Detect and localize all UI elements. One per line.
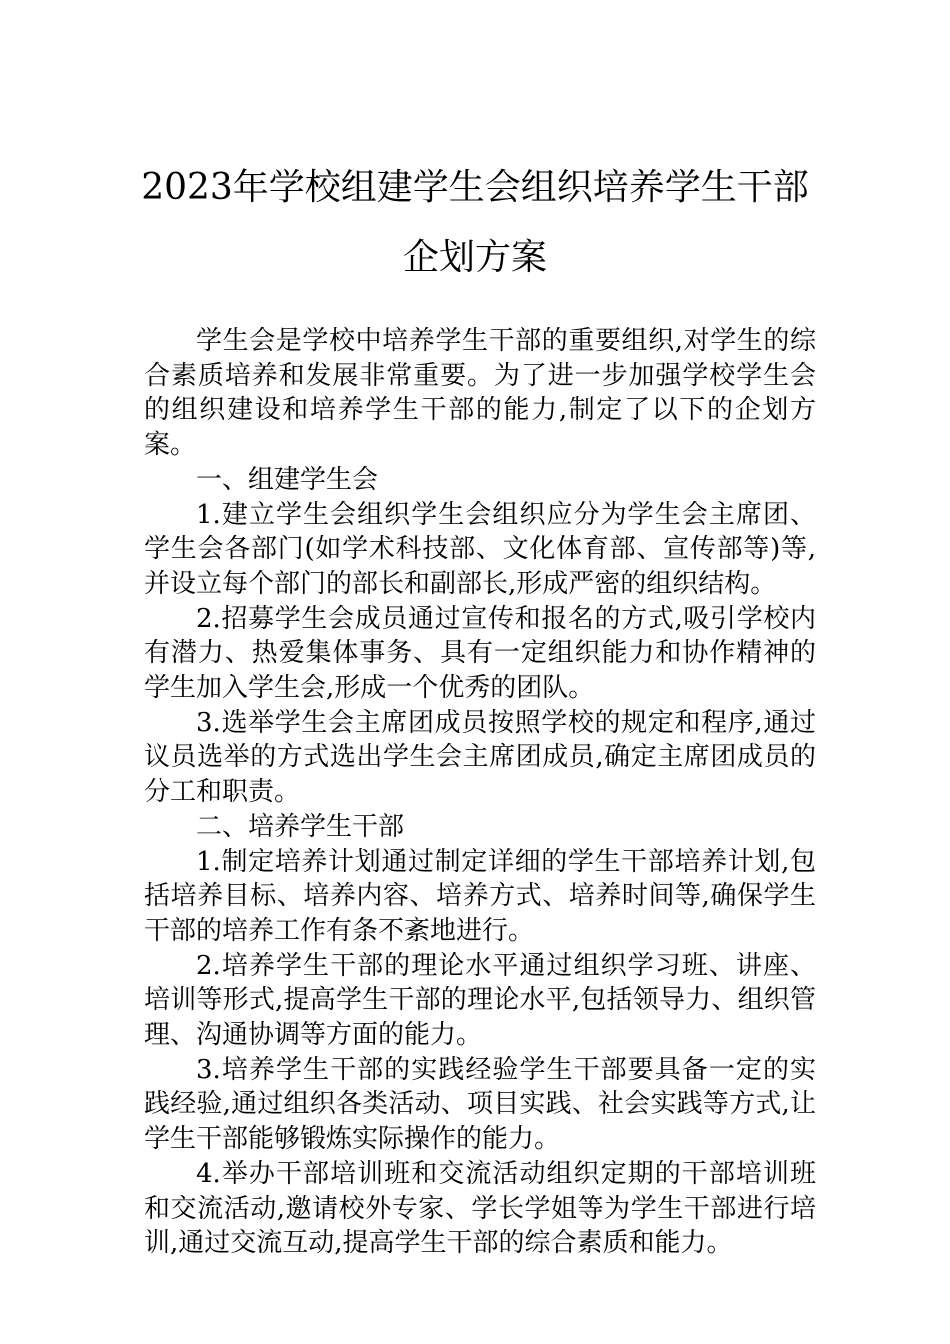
document-title-line-1: 2023年学校组建学生会组织培养学生干部 [141, 167, 809, 208]
list-item-paragraph: 3.选举学生会主席团成员按照学校的规定和程序,通过议员选举的方式选出学生会主席团成员,确定主席团成员的分工和职责。 [144, 707, 816, 808]
list-item-paragraph: 1.制定培养计划通过制定详细的学生干部培养计划,包括培养目标、培养内容、培养方式、培养时间等,确保学生干部的培养工作有条不紊地进行。 [144, 846, 816, 946]
intro-paragraph: 学生会是学校中培养学生干部的重要组织,对学生的综合素质培养和发展非常重要。为了进一步加强学校学生会的组织建设和培养学生干部的能力,制定了以下的企划方案。 [144, 326, 816, 461]
section-heading-train-cadres: 二、培养学生干部 [196, 811, 405, 842]
list-item-paragraph: 4.举办干部培训班和交流活动组织定期的干部培训班和交流活动,邀请校外专家、学长学姐等为学生干部进行培训,通过交流互动,提高学生干部的综合素质和能力。 [144, 1158, 816, 1259]
section-heading-form-union: 一、组建学生会 [196, 464, 379, 495]
list-item-paragraph: 1.建立学生会组织学生会组织应分为学生会主席团、学生会各部门(如学术科技部、文化体育部、宣传部等)等,并设立每个部门的部长和副部长,形成严密的组织结构。 [144, 499, 816, 599]
list-item-paragraph: 2.招募学生会成员通过宣传和报名的方式,吸引学校内有潜力、热爱集体事务、具有一定组织能力和协作精神的学生加入学生会,形成一个优秀的团队。 [144, 603, 816, 704]
list-item-paragraph: 2.培养学生干部的理论水平通过组织学习班、讲座、培训等形式,提高学生干部的理论水平,包括领导力、组织管理、沟通协调等方面的能力。 [144, 950, 816, 1051]
list-item-paragraph: 3.培养学生干部的实践经验学生干部要具备一定的实践经验,通过组织各类活动、项目实践、社会实践等方式,让学生干部能够锻炼实际操作的能力。 [144, 1054, 816, 1155]
document-body [144, 324, 816, 1261]
document-title-line-2: 企划方案 [402, 237, 547, 278]
